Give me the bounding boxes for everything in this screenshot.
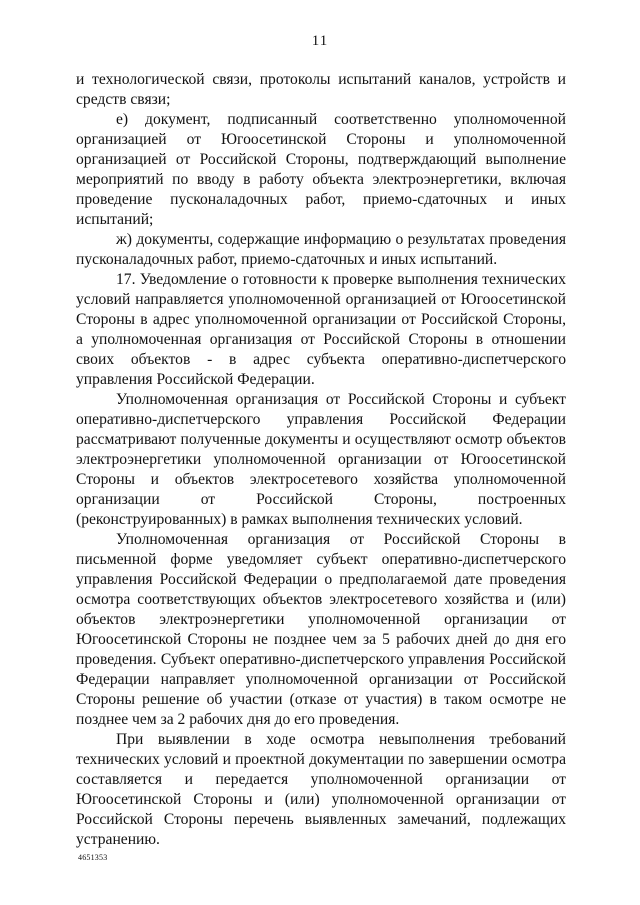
paragraph-continuation: и технологической связи, протоколы испытаний каналов, устройств и средств связи;	[76, 71, 566, 108]
page-number: 11	[311, 33, 329, 49]
document-id: 4651353	[78, 853, 108, 862]
document-body	[76, 70, 566, 850]
paragraph-remarks: При выявлении в ходе осмотра невыполнения требований технических условий и проектной документации по завершении осмотра составляется и передается уполномоченной организации от Югоосетинской Стороны и (или) уполномоченной организации от Российской Стороны перечень выявленных замечаний, подлежащих устранению.	[76, 731, 566, 848]
paragraph-inspection: Уполномоченная организация от Российской Стороны и субъект оперативно-диспетчерского управления Российской Федерации рассматривают полученные документы и осуществляют осмотр объектов электроэнергетики уполномоченной организации от Югоосетинской Стороны и объектов электросетевого хозяйства уполномоченной организации от Российской Стороны, построенных (реконструированных) в рамках выполнения технических условий.	[76, 391, 566, 528]
paragraph-notification: Уполномоченная организация от Российской Стороны в письменной форме уведомляет субъект оперативно-диспетчерского управления Российской Федерации о предполагаемой дате проведения осмотра соответствующих объектов электросетевого хозяйства и (или) объектов электроэнергетики уполномоченной организации от Югоосетинской Стороны не позднее чем за 5 рабочих дней до дня его проведения. Субъект оперативно-диспетчерского управления Российской Федерации направляет уполномоченной организации от Российской Стороны решение об участии (отказе от участия) в таком осмотре не позднее чем за 2 рабочих дня до его проведения.	[76, 531, 566, 728]
paragraph-clause-17: 17. Уведомление о готовности к проверке выполнения технических условий направляется уполномоченной организацией от Югоосетинской Стороны в адрес уполномоченной организации от Российской Стороны, а уполномоченная организация от Российской Стороны в отношении своих объектов - в адрес субъекта оперативно-диспетчерского управления Российской Федерации.	[76, 271, 566, 388]
paragraph-item-zh: ж) документы, содержащие информацию о результатах проведения пусконаладочных работ, приемо-сдаточных и иных испытаний.	[76, 231, 566, 268]
paragraph-item-e: е) документ, подписанный соответственно уполномоченной организацией от Югоосетинской Стороны и уполномоченной организацией от Российской Стороны, подтверждающий выполнение мероприятий по вводу в работу объекта электроэнергетики, включая проведение пусконаладочных работ, приемо-сдаточных и иных испытаний;	[76, 111, 566, 228]
